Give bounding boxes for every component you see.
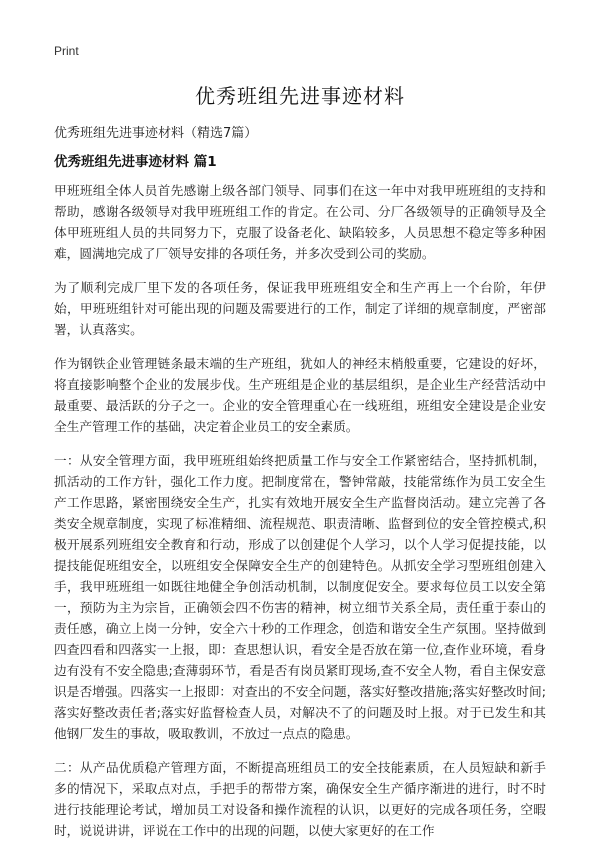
paragraph-2: 为了顺利完成厂里下发的各项任务，保证我甲班班组安全和生产再上一个台阶，年伊始，甲班班组针对可能出现的问题及需要进行的工作，制定了详细的规章制度，严密部署，认真落实。: [54, 280, 546, 337]
paragraph-3: 作为钢铁企业管理链条最末端的生产班组，犹如人的神经末梢般重要，它建设的好坏，将直接影响整个企业的发展步伐。生产班组是企业的基层组织，是企业生产经营活动中最重要、最活跃的分子之一。企业的安全管理重心在一线班组，班组安全建设是企业安全生产管理工作的基础，决定着企业员工的安全素质。: [54, 356, 546, 434]
paragraph-1: 甲班班组全体人员首先感谢上级各部门领导、同事们在这一年中对我甲班班组的支持和帮助，感谢各级领导对我甲班班组工作的肯定。在公司、分厂各级领导的正确领导及全体甲班班组人员的共同努力下，克服了设备老化、缺陷较多，人员思想不稳定等多种困难，圆满地完成了厂领导安排的各项任务，并多次受到公司的奖励。: [54, 183, 546, 261]
print-link[interactable]: Print: [54, 44, 79, 58]
paragraph-4: 一：从安全管理方面，我甲班班组始终把质量工作与安全工作紧密结合，坚持抓机制，抓活动的工作方针，强化工作力度。把制度常在，警钟常敲，技能常练作为员工安全生产工作思路，紧密围绕安全生产，扎实有效地开展安全生产监督岗活动。建立完善了各类安全规章制度，实现了标准精细、流程规范、职责清晰、监督到位的安全管控模式,积极开展系列班组安全教育和行动，形成了以创建促个人学习，以个人学习促提技能，以提技能促班组安全，以班组安全保障安全生产的创建特色。从抓安全学习型班组创建入手，我甲班班组一如既往地健全争创活动机制，以制度促安全。要求每位员工以安全第一，预防为主为宗旨，正确领会四不伤害的精神，树立细节关系全局，责任重于泰山的责任感，确立上岗一分钟，安全六十秒的工作理念，创造和谐安全生产氛围。坚持做到四查四看和四落实一上报，即：查思想认识，看安全是否放在第一位,查作业环境，看身边有没有不安全隐患;查薄弱环节，看是否有岗员紧盯现场,查不安全人物，看自主保安意识是否增强。四落实一上报即：对查出的不安全问题，落实好整改措施;落实好整改时间;落实好整改责任者;落实好监督检查人员，对解决不了的问题及时上报。对于已发生和其他钢厂发生的事故，吸取教训，不放过一点点的隐患。: [54, 453, 546, 741]
document-title: 优秀班组先进事迹材料: [195, 84, 405, 108]
document-body: [54, 180, 546, 854]
document-subtitle: 优秀班组先进事迹材料（精选7篇）: [54, 126, 258, 141]
paragraph-5: 二：从产品优质稳产管理方面，不断提高班组员工的安全技能素质，在人员短缺和新手多的情况下，采取点对点，手把手的帮带方案，确保安全生产循序渐进的进行，时不时进行技能理论考试，增加员工对设备和操作流程的认识，以更好的完成各项任务，空暇时，说说讲讲，评说在工作中的出现的问题，以使大家更好的在工作: [54, 760, 546, 838]
section-heading: 优秀班组先进事迹材料 篇1: [54, 154, 217, 170]
